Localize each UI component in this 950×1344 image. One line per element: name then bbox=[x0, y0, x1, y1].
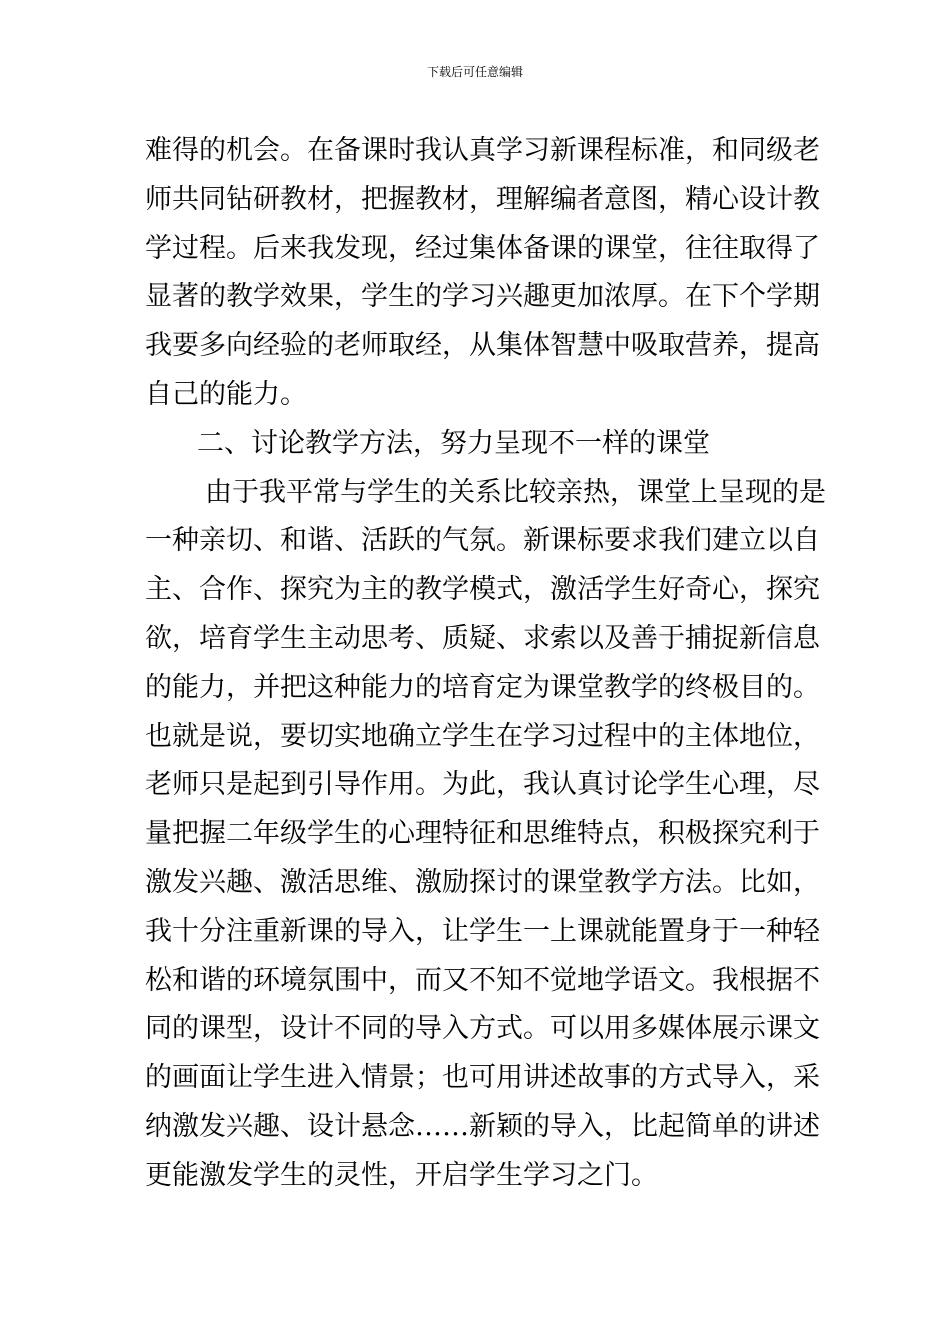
text-line: 松和谐的环境氛围中，而又不知不觉地学语文。我根据不 bbox=[145, 964, 820, 996]
text-line: 显著的教学效果，学生的学习兴趣更加浓厚。在下个学期 bbox=[145, 281, 820, 313]
text-line: 激发兴趣、激活思维、激励探讨的课堂教学方法。比如， bbox=[145, 866, 820, 898]
text-line: 主、合作、探究为主的教学模式，激活学生好奇心，探究 bbox=[145, 574, 820, 606]
text-line: 一种亲切、和谐、活跃的气氛。新课标要求我们建立以自 bbox=[145, 525, 820, 557]
text-line: 纳激发兴趣、设计悬念……新颖的导入，比起简单的讲述 bbox=[145, 1110, 820, 1142]
text-line: 我十分注重新课的导入，让学生一上课就能置身于一种轻 bbox=[145, 915, 820, 947]
text-line: 由于我平常与学生的关系比较亲热，课堂上呈现的是 bbox=[205, 476, 826, 508]
page-header-note: 下载后可任意编辑 bbox=[426, 65, 523, 79]
text-line: 难得的机会。在备课时我认真学习新课程标准，和同级老 bbox=[145, 135, 820, 166]
section-heading: 二、讨论教学方法，努力呈现不一样的课堂 bbox=[197, 427, 710, 459]
text-line: 更能激发学生的灵性，开启学生学习之门。 bbox=[145, 1159, 658, 1191]
text-line: 我要多向经验的老师取经，从集体智慧中吸取营养，提高 bbox=[145, 330, 820, 362]
document-body bbox=[145, 127, 826, 1201]
text-line: 量把握二年级学生的心理特征和思维特点，积极探究利于 bbox=[145, 818, 820, 850]
text-line: 同的课型，设计不同的导入方式。可以用多媒体展示课文 bbox=[145, 1013, 820, 1045]
text-line: 的画面让学生进入情景；也可用讲述故事的方式导入，采 bbox=[145, 1062, 820, 1094]
text-line: 学过程。后来我发现，经过集体备课的课堂，往往取得了 bbox=[145, 232, 820, 264]
text-line: 欲，培育学生主动思考、质疑、求索以及善于捕捉新信息 bbox=[145, 622, 820, 654]
text-line: 师共同钻研教材，把握教材，理解编者意图，精心设计教 bbox=[145, 183, 820, 215]
text-line: 老师只是起到引导作用。为此，我认真讨论学生心理，尽 bbox=[145, 769, 820, 801]
text-line: 自己的能力。 bbox=[145, 378, 307, 410]
text-line: 也就是说，要切实地确立学生在学习过程中的主体地位， bbox=[145, 720, 820, 752]
text-line: 的能力，并把这种能力的培育定为课堂教学的终极目的。 bbox=[145, 671, 820, 703]
